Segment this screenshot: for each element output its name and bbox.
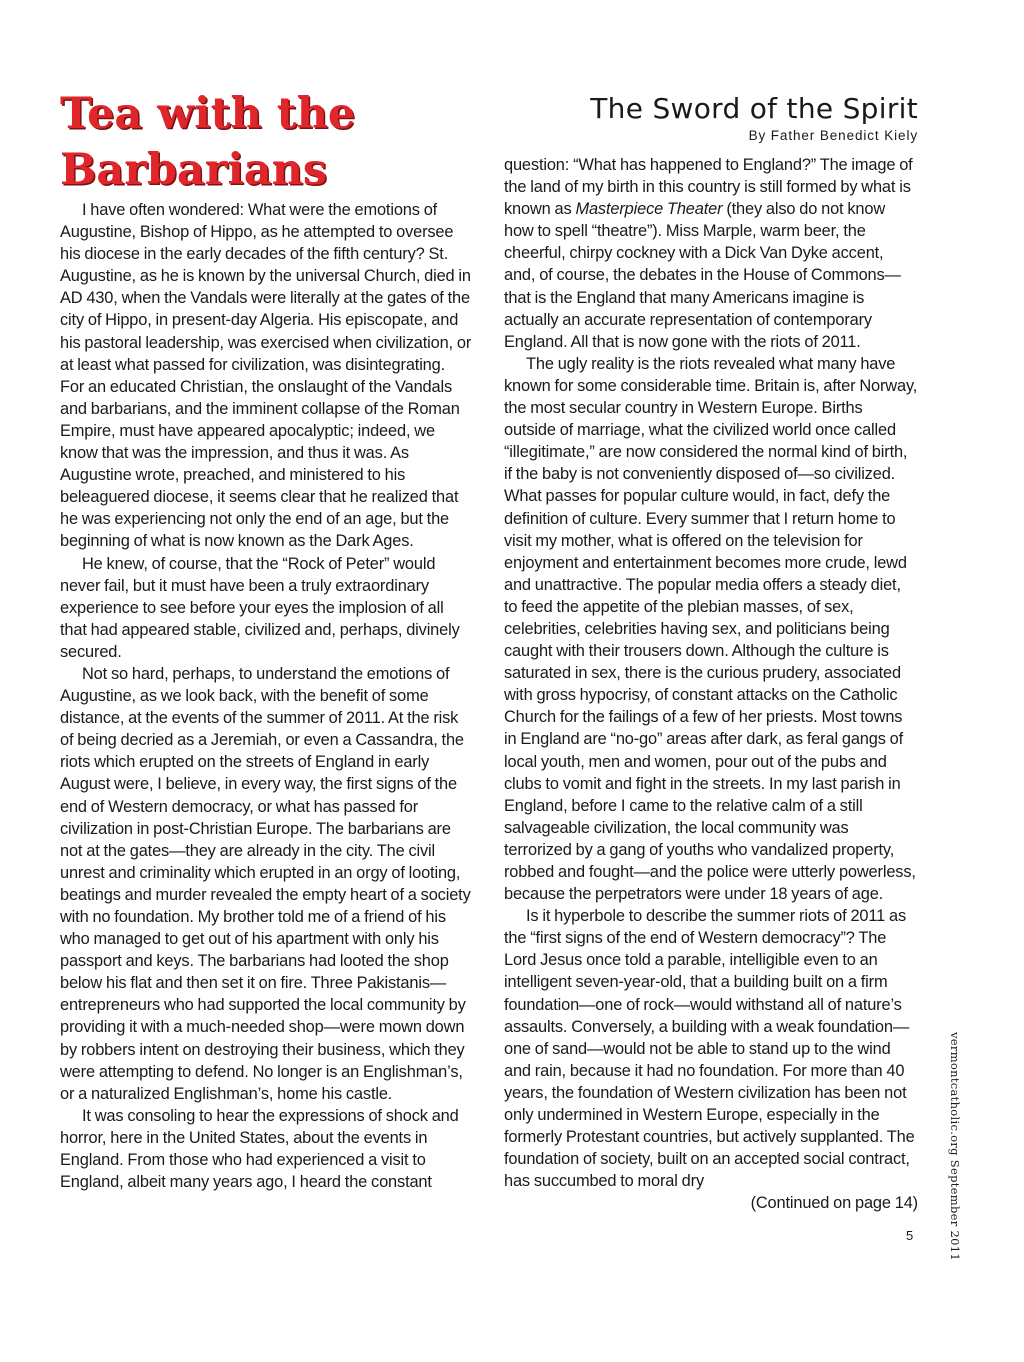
paragraph: He knew, of course, that the “Rock of Peter” would never fail, but it must have been a truly extraordinary experience to see before your eyes the implosion of all that had appeared stable, civilized and, perhaps, divinely secured.	[60, 554, 460, 661]
italic-title: Masterpiece Theater	[575, 200, 723, 219]
left-column	[60, 199, 472, 1193]
paragraph: The ugly reality is the riots revealed what many have known for some considerable time. Britain is, after Norway, the most secular country in Western Europe. Births outside of marriage, what the civilized world once called “illegitimate,” are now considered the normal kind of birth, if the baby is not conveniently disposed of—so civilized. What passes for popular culture would, in fact, defy the definition of culture. Every summer that I return home to visit my mother, what is offered on the television for enjoyment and entertainment becomes more crude, lewd and unattractive. The popular media offers a steady diet, to feed the appetite of the plebian masses, of sex, celebrities, celebrities having sex, and politicians being caught with their trousers down. Although the culture is saturated in sex, there is the curious prudery, associated with gross hypocrisy, of constant attacks on the Catholic Church for the failings of a few of her priests. Most towns in England are “no-go” areas after dark, as feral gangs of local youth, men and women, pour out of the pubs and clubs to vomit and fight in the streets. In my last parish in England, before I came to the relative calm of a still salvageable civilization, the local community was terrorized by a gang of youths who vandalized property, robbed and fought—and the police were utterly powerless, because the perpetrators were under 18 years of age.	[504, 354, 918, 904]
paragraph: Not so hard, perhaps, to understand the emotions of Augustine, as we look back, with the benefit of some distance, at the events of the summer of 2011. At the risk of being decried as a Jeremiah, or even a Cassandra, the riots which erupted on the streets of England in early August were, I believe, in every way, the first signs of the end of Western democracy, or what has passed for civilization in post-Christian Europe. The barbarians are not at the gates—they are already in the city. The civil unrest and criminality which erupted in an orgy of looting, beatings and murder revealed the empty heart of a society with no foundation. My brother told me of a friend of his who managed to get out of his apartment with only his passport and keys. The barbarians had looted the shop below his flat and then set it on fire. Three Pakistanis—entrepreneurs who had supported the local community by providing it with a much-needed shop—were mown down by robbers intent on destroying their business, which they were attempting to defend. No longer is an Englishman’s, or a naturalized Englishman’s, home his castle.	[60, 664, 471, 1103]
column-title: The Sword of the Spirit	[590, 92, 918, 125]
site-and-issue-text: vermontcatholic.org September 2011	[948, 1032, 962, 1261]
byline: By Father Benedict Kiely	[748, 128, 918, 143]
paragraph	[504, 154, 918, 353]
paragraph: Is it hyperbole to describe the summer riots of 2011 as the “first signs of the end of Western democracy”? The Lord Jesus once told a parable, intelligible even to an intelligent seven-year-old, that a building built on a firm foundation—one of rock—would withstand all of nature’s assaults. Conversely, a building with a weak foundation—one of sand—would not be able to stand up to the wind and rain, because it had no foundation. For more than 40 years, the foundation of Western civilization has been not only undermined in Western Europe, especially in the formerly Protestant countries, but actively supplanted. The foundation of society, built on an accepted social contract, has succumbed to moral dry	[504, 907, 915, 1191]
paragraph-text: question: “What has happened to England?” The image of the land of my birth in this country is still formed by what is known as	[504, 156, 913, 219]
paragraph-text: (they also do not know how to spell “theatre”). Miss Marple, warm beer, the cheerful, chirpy cockney with a Dick Van Dyke accent, and, of course, the debates in the House of Commons—that is the England that many Americans imagine is actually an accurate representation of contemporary England. All that is now gone with the riots of 2011.	[504, 200, 901, 351]
page-number: 5	[906, 1228, 914, 1243]
article-title-line-1: Tea with the	[60, 89, 356, 139]
article-title-line-2: Barbarians	[60, 145, 328, 195]
right-column	[504, 154, 918, 1215]
article-title	[60, 86, 460, 198]
paragraph: I have often wondered: What were the emotions of Augustine, Bishop of Hippo, as he attempted to oversee his diocese in the early decades of the fifth century? St. Augustine, as he is known by the universal Church, died in AD 430, when the Vandals were literally at the gates of the city of Hippo, in present-day Algeria. His episcopate, and his pastoral leadership, was exercised when civilization, or at least what passed for civilization, was disintegrating. For an educated Christian, the onslaught of the Vandals and barbarians, and the imminent collapse of the Roman Empire, must have appeared apocalyptic; indeed, we know that was the impression, and thus it was. As Augustine wrote, preached, and ministered to his beleaguered diocese, it seems clear that he realized that he was experiencing not only the end of an age, but the beginning of what is now known as the Dark Ages.	[60, 201, 472, 551]
continued-note: (Continued on page 14)	[750, 1194, 918, 1213]
paragraph: It was consoling to hear the expressions of shock and horror, here in the United States, about the events in England. From those who had experienced a visit to England, albeit many years ago, I heard the constant	[60, 1106, 459, 1192]
